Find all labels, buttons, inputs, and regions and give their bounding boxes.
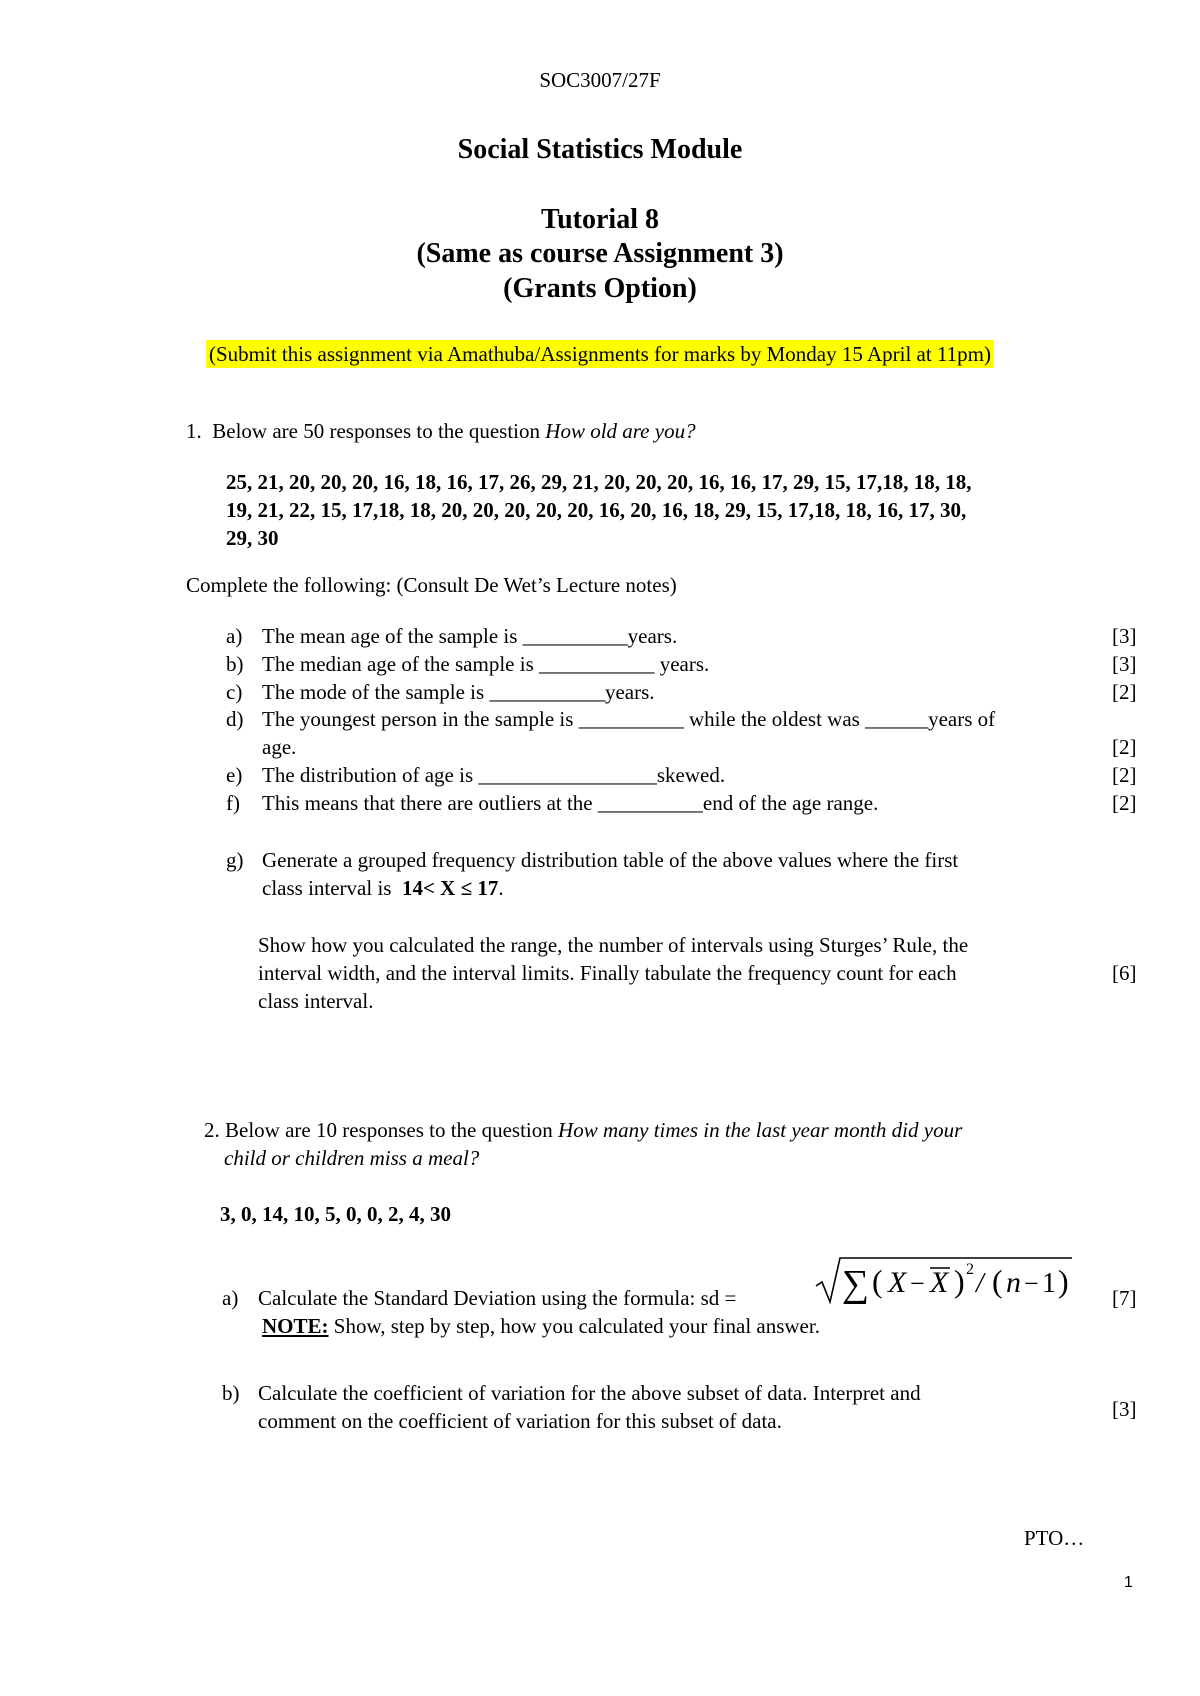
interval-expression: 14< X ≤ 17 bbox=[401, 876, 499, 900]
q1-data-line-2: 19, 21, 22, 15, 17,18, 18, 20, 20, 20, 20, 20, 16, 20, 16, 18, 29, 15, 17,18, 18, 16, 17, 30, bbox=[226, 498, 967, 522]
note-text: Show, step by step, how you calculated your final answer. bbox=[328, 1314, 820, 1338]
page-number: 1 bbox=[1124, 1574, 1133, 1591]
svg-text:1: 1 bbox=[1042, 1268, 1056, 1299]
item-label: c) bbox=[226, 680, 243, 704]
svg-text:−: − bbox=[1024, 1269, 1039, 1298]
svg-text:X: X bbox=[930, 1266, 949, 1299]
q1-g-show-line-3: class interval. bbox=[258, 989, 374, 1013]
item-text: age. bbox=[262, 735, 297, 759]
q2-b-line-1: Calculate the coefficient of variation for the above subset of data. Interpret and bbox=[258, 1381, 921, 1405]
item-label: b) bbox=[222, 1381, 240, 1405]
module-title: Social Statistics Module bbox=[457, 134, 743, 165]
q1-data-line-3: 29, 30 bbox=[226, 526, 279, 550]
svg-text:): ) bbox=[954, 1263, 965, 1299]
marks-badge: [2] bbox=[1112, 763, 1137, 787]
q2-a-note bbox=[262, 1314, 820, 1339]
item-label: b) bbox=[226, 652, 244, 676]
q2-number: 2. bbox=[204, 1118, 220, 1142]
svg-text:(: ( bbox=[992, 1263, 1003, 1299]
q2-question-line-2: child or children miss a meal? bbox=[224, 1146, 480, 1170]
item-label: g) bbox=[226, 848, 244, 872]
sum-symbol: ∑ bbox=[842, 1263, 870, 1305]
svg-text:): ) bbox=[1058, 1263, 1069, 1299]
submission-note-text: (Submit this assignment via Amathuba/Assignments for marks by Monday 15 April at 11pm) bbox=[206, 340, 994, 368]
q1-number: 1. bbox=[186, 419, 202, 443]
q2-prompt bbox=[204, 1118, 962, 1143]
q1-data-line-1: 25, 21, 20, 20, 20, 16, 18, 16, 17, 26, 29, 21, 20, 20, 20, 16, 16, 17, 29, 15, 17,18, 18, 18, bbox=[226, 470, 972, 494]
marks-badge: [3] bbox=[1112, 624, 1137, 648]
q2-b-line-2: comment on the coefficient of variation for this subset of data. bbox=[258, 1409, 782, 1433]
item-text: The mode of the sample is ___________years. bbox=[262, 680, 655, 704]
q2-data: 3, 0, 14, 10, 5, 0, 0, 2, 4, 30 bbox=[220, 1202, 451, 1226]
q1-instructions: Complete the following: (Consult De Wet’s Lecture notes) bbox=[186, 573, 677, 597]
q1-intro: Below are 50 responses to the question bbox=[212, 419, 546, 443]
q1-question: How old are you? bbox=[545, 419, 696, 443]
svg-text:n: n bbox=[1006, 1266, 1021, 1299]
item-label: d) bbox=[226, 707, 244, 731]
svg-text:(: ( bbox=[872, 1263, 883, 1299]
item-text: Generate a grouped frequency distribution table of the above values where the first bbox=[262, 848, 959, 872]
item-label: a) bbox=[222, 1286, 239, 1310]
item-text: This means that there are outliers at the __________end of the age range. bbox=[262, 791, 879, 815]
svg-text:/: / bbox=[976, 1268, 984, 1299]
q2-question-line-1: How many times in the last year month did your bbox=[558, 1118, 963, 1142]
marks-badge: [2] bbox=[1112, 680, 1137, 704]
item-text: The youngest person in the sample is __________ while the oldest was ______years of bbox=[262, 707, 996, 731]
item-text: The median age of the sample is ___________ years. bbox=[262, 652, 710, 676]
submission-note bbox=[0, 342, 1200, 367]
marks-badge: [3] bbox=[1112, 1397, 1137, 1421]
item-text: The mean age of the sample is __________years. bbox=[262, 624, 678, 648]
q2-a-text: Calculate the Standard Deviation using the formula: sd = bbox=[258, 1286, 737, 1310]
item-text: class interval is 14< X ≤ 17. bbox=[262, 876, 504, 900]
item-label: f) bbox=[226, 791, 240, 815]
interval-intro: class interval is bbox=[262, 876, 397, 900]
q1-g-show-line-2: interval width, and the interval limits. Finally tabulate the frequency count for each bbox=[258, 961, 957, 985]
marks-badge: [2] bbox=[1112, 791, 1137, 815]
option-subtitle: (Grants Option) bbox=[503, 273, 697, 304]
item-text: The distribution of age is _________________skewed. bbox=[262, 763, 726, 787]
q1-g-show-line-1: Show how you calculated the range, the number of intervals using Sturges’ Rule, the bbox=[258, 933, 969, 957]
marks-badge: [2] bbox=[1112, 735, 1137, 759]
marks-badge: [6] bbox=[1112, 961, 1137, 985]
course-code: SOC3007/27F bbox=[539, 68, 661, 92]
q2-intro: Below are 10 responses to the question bbox=[225, 1118, 559, 1142]
tutorial-title: Tutorial 8 bbox=[541, 204, 659, 235]
marks-badge: [7] bbox=[1112, 1286, 1137, 1310]
svg-text:X: X bbox=[888, 1266, 907, 1299]
q1-prompt bbox=[186, 419, 696, 444]
pto-note: PTO… bbox=[1024, 1526, 1085, 1550]
marks-badge: [3] bbox=[1112, 652, 1137, 676]
sd-formula bbox=[814, 1250, 1074, 1310]
note-label: NOTE: bbox=[262, 1314, 329, 1338]
svg-text:2: 2 bbox=[966, 1261, 974, 1278]
svg-text:−: − bbox=[910, 1269, 925, 1298]
assignment-subtitle: (Same as course Assignment 3) bbox=[416, 238, 784, 269]
item-label: a) bbox=[226, 624, 243, 648]
item-label: e) bbox=[226, 763, 243, 787]
